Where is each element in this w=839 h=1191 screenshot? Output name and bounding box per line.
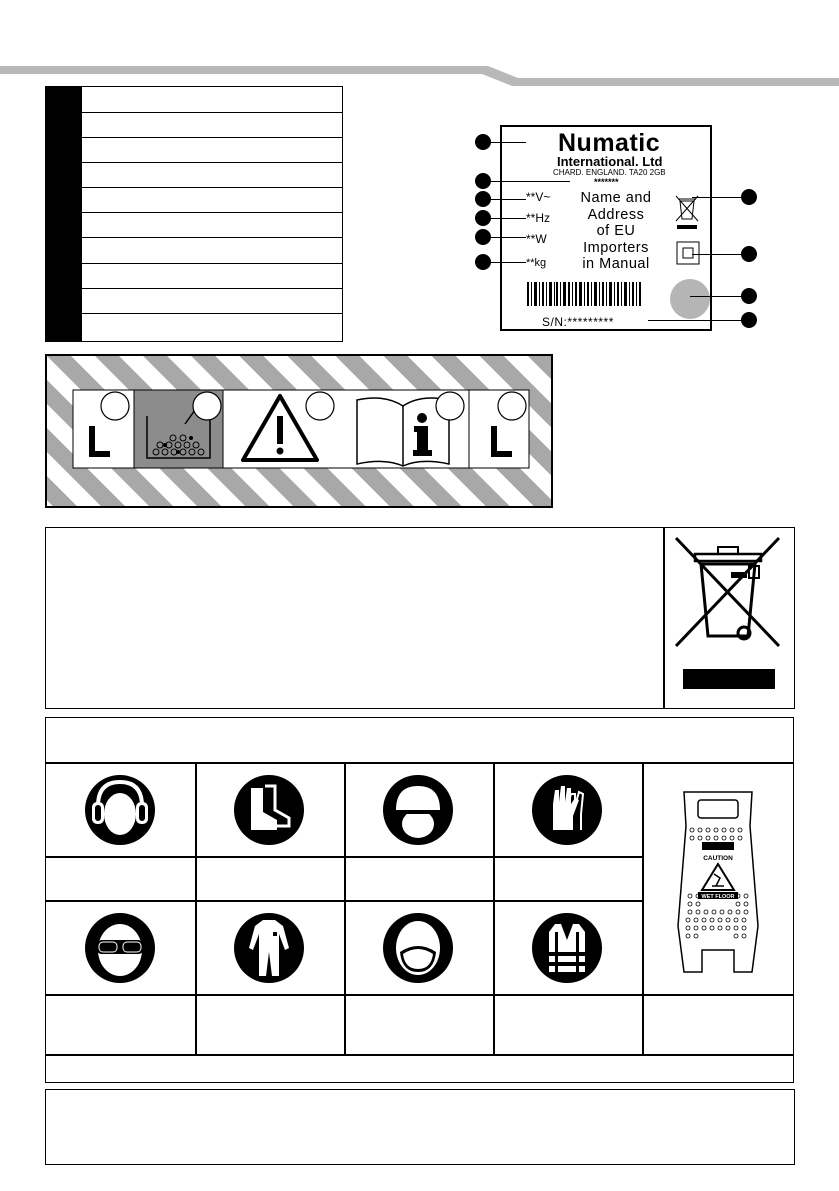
callout-circle: [101, 392, 129, 420]
importer-notice: Name and Address of EU Importers in Manual: [580, 190, 652, 272]
callout-circle: [306, 392, 334, 420]
ppe-requirements-box: [45, 717, 794, 1083]
callout-marker: [741, 246, 757, 262]
specification-table: [45, 86, 343, 342]
sign-caution-text: CAUTION: [703, 855, 733, 862]
callout-circle: [436, 392, 464, 420]
hard-hat-icon: [382, 774, 454, 846]
overalls-icon: [233, 912, 305, 984]
table-row: [82, 87, 342, 113]
callout-marker: [475, 210, 491, 226]
callout-leader: [490, 237, 526, 238]
grid-line: [46, 1054, 793, 1056]
gloves-icon: [531, 774, 603, 846]
table-row: [82, 288, 342, 314]
callout-leader: [690, 296, 742, 297]
serial-number: S/N:*********: [542, 315, 614, 329]
approval-mark-disc: [670, 279, 710, 319]
sign-wet-floor-text: WET FLOOR: [701, 894, 735, 900]
brand-name: Numatic: [558, 129, 661, 157]
crossed-bin-icon: [671, 536, 786, 694]
face-mask-icon: [382, 912, 454, 984]
callout-marker: [475, 254, 491, 270]
callout-marker: [475, 191, 491, 207]
weee-divider: [663, 528, 665, 708]
callout-marker: [475, 173, 491, 189]
voltage-value: **V~: [526, 190, 551, 204]
callout-leader: [490, 218, 526, 219]
notes-box: [45, 1089, 795, 1165]
read-manual-icon: [357, 398, 449, 466]
table-row: [82, 112, 342, 138]
callout-marker: [475, 134, 491, 150]
callout-leader: [490, 181, 570, 182]
hi-vis-vest-icon: [531, 912, 603, 984]
callout-leader: [692, 197, 742, 198]
company-name: International. Ltd: [557, 154, 663, 169]
double-insulation-icon: [676, 241, 700, 265]
table-row: [82, 237, 342, 264]
grid-line: [493, 762, 495, 1054]
callout-marker: [741, 312, 757, 328]
table-row: [82, 212, 342, 238]
callout-circle: [193, 392, 221, 420]
eye-protection-icon: [84, 912, 156, 984]
grid-line: [642, 762, 644, 1054]
power-value: **W: [526, 232, 547, 246]
callout-marker: [741, 288, 757, 304]
barcode-icon: [527, 282, 641, 306]
frequency-value: **Hz: [526, 211, 551, 225]
table-row: [82, 137, 342, 163]
callout-circle: [498, 392, 526, 420]
callout-leader: [692, 254, 742, 255]
callout-marker: [475, 229, 491, 245]
grid-line: [46, 994, 793, 996]
grid-line: [344, 762, 346, 1054]
ear-protection-icon: [84, 774, 156, 846]
safety-boots-icon: [233, 774, 305, 846]
callout-leader: [490, 262, 526, 263]
weee-disposal-box: [45, 527, 795, 709]
warning-label-strip: [45, 354, 553, 508]
callout-leader: [490, 199, 526, 200]
table-side-bar: [46, 87, 82, 341]
rating-plate: [500, 125, 712, 331]
callout-marker: [741, 189, 757, 205]
model-code: *******: [594, 177, 619, 187]
grid-line: [46, 762, 793, 764]
table-row: [82, 187, 342, 213]
table-row: [82, 162, 342, 188]
weee-small-icon: [674, 193, 700, 231]
table-row: [82, 263, 342, 289]
wet-floor-sign-icon: [676, 786, 760, 978]
callout-leader: [490, 142, 526, 143]
header-band: [0, 0, 839, 100]
callout-leader: [648, 320, 742, 321]
company-address: CHARD. ENGLAND. TA20 2GB: [553, 168, 666, 177]
grid-line: [195, 762, 197, 1054]
weight-value: **kg: [526, 257, 547, 269]
